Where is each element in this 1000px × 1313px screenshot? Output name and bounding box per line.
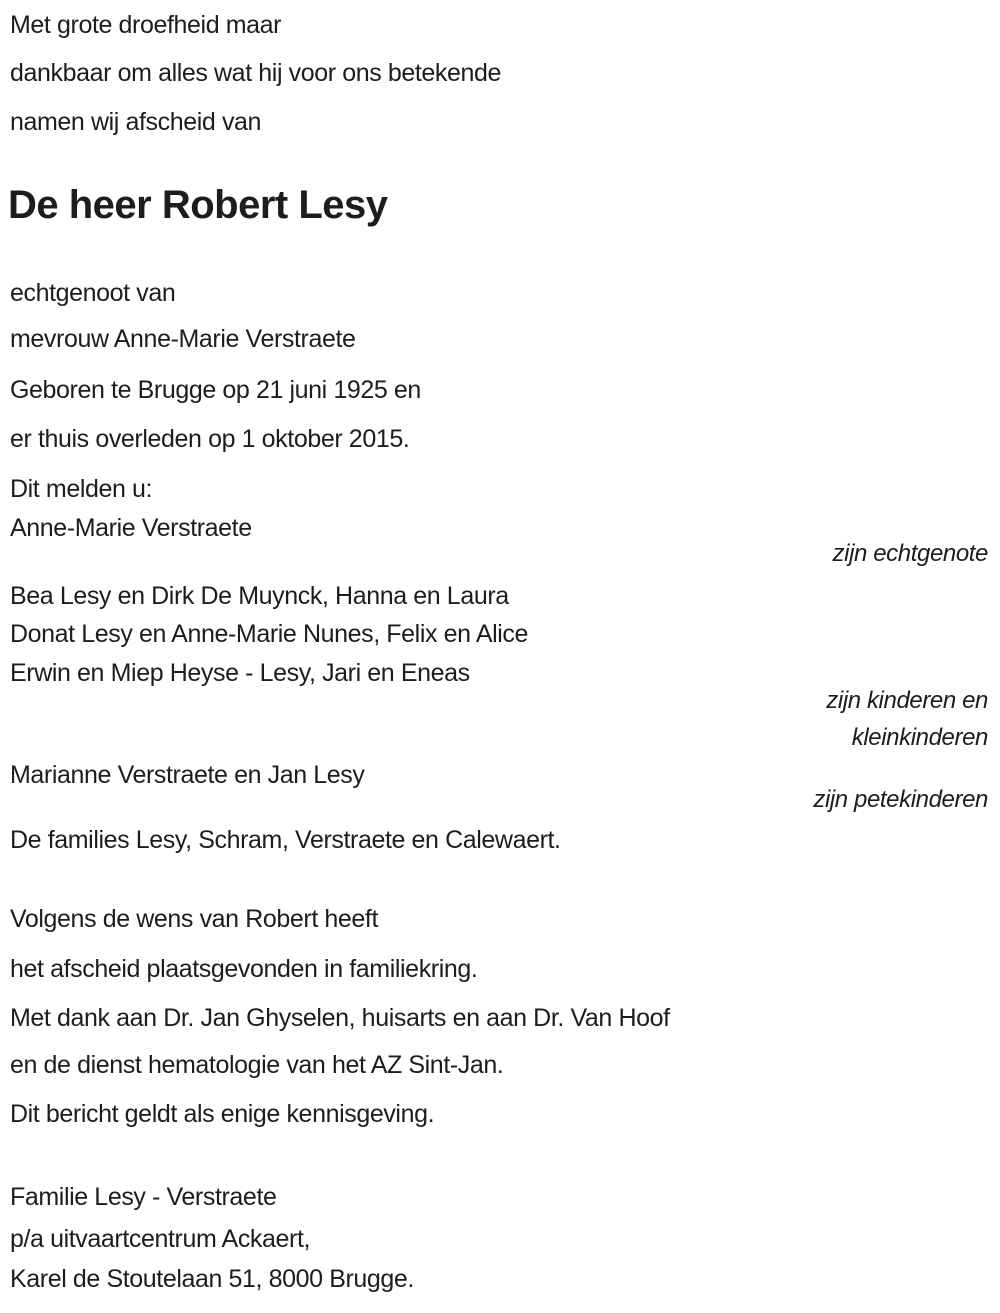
- closing-line: Met dank aan Dr. Jan Ghyselen, huisarts en aan Dr. Van Hoof: [10, 1004, 670, 1032]
- details-line: Geboren te Brugge op 21 juni 1925 en: [10, 376, 421, 404]
- contact-line: Karel de Stoutelaan 51, 8000 Brugge.: [10, 1265, 414, 1293]
- relative-names-line: Anne-Marie Verstraete: [10, 514, 252, 542]
- relation-label: zijn petekinderen: [813, 786, 988, 813]
- details-line: er thuis overleden op 1 oktober 2015.: [10, 425, 410, 453]
- intro-line: Met grote droefheid maar: [10, 11, 282, 39]
- intro-line: dankbaar om alles wat hij voor ons betekende: [10, 59, 502, 87]
- closing-line: Volgens de wens van Robert heeft: [10, 905, 379, 933]
- details-line: echtgenoot van: [10, 279, 176, 307]
- relation-label: zijn echtgenote: [832, 540, 988, 567]
- families-line: De families Lesy, Schram, Verstraete en Calewaert.: [10, 826, 561, 854]
- announcement-intro: Dit melden u:: [10, 475, 153, 503]
- relative-names-line: Bea Lesy en Dirk De Muynck, Hanna en Laura: [10, 582, 509, 610]
- relative-names-line: Marianne Verstraete en Jan Lesy: [10, 761, 365, 789]
- details-line: mevrouw Anne-Marie Verstraete: [10, 325, 356, 353]
- relative-names-line: Erwin en Miep Heyse - Lesy, Jari en Eneas: [10, 659, 470, 687]
- closing-line: Dit bericht geldt als enige kennisgeving.: [10, 1100, 435, 1128]
- relation-label: kleinkinderen: [851, 724, 988, 751]
- contact-line: p/a uitvaartcentrum Ackaert,: [10, 1225, 311, 1253]
- intro-line: namen wij afscheid van: [10, 108, 262, 136]
- deceased-name-title: De heer Robert Lesy: [8, 183, 388, 227]
- closing-line: het afscheid plaatsgevonden in familiekring.: [10, 955, 478, 983]
- contact-line: Familie Lesy - Verstraete: [10, 1183, 277, 1211]
- relative-names-line: Donat Lesy en Anne-Marie Nunes, Felix en Alice: [10, 620, 529, 648]
- relation-label: zijn kinderen en: [826, 687, 988, 714]
- closing-line: en de dienst hematologie van het AZ Sint-Jan.: [10, 1051, 504, 1079]
